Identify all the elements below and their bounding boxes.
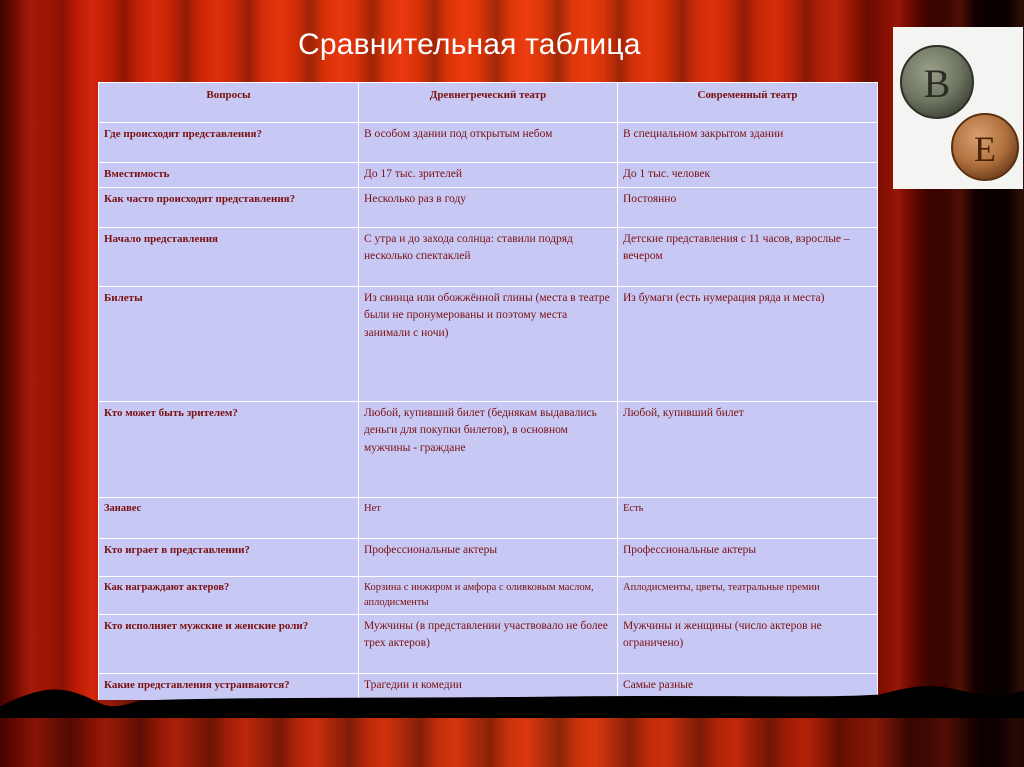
table-row xyxy=(99,227,878,286)
row-ancient: Любой, купивший билет (беднякам выдавались деньги для покупки билетов), в основном мужчины - граждане xyxy=(359,401,618,497)
row-ancient: Мужчины (в представлении участвовало не более трех актеров) xyxy=(359,614,618,673)
table-row xyxy=(99,123,878,163)
row-question: Вместимость xyxy=(99,163,359,188)
curtain-scallop xyxy=(0,678,1024,718)
row-modern: Из бумаги (есть нумерация ряда и места) xyxy=(618,286,878,401)
row-question: Кто может быть зрителем? xyxy=(99,401,359,497)
row-modern: Самые разные xyxy=(618,673,878,713)
row-ancient: С утра и до захода солнца: ставили подряд несколько спектаклей xyxy=(359,227,618,286)
row-modern: Есть xyxy=(618,497,878,538)
table-row xyxy=(99,497,878,538)
row-ancient: Нет xyxy=(359,497,618,538)
table-row xyxy=(99,163,878,188)
table-header-row xyxy=(99,83,878,123)
table-row xyxy=(99,576,878,614)
row-modern: Мужчины и женщины (число актеров не ограничено) xyxy=(618,614,878,673)
table-row xyxy=(99,614,878,673)
row-modern: В специальном закрытом здании xyxy=(618,123,878,163)
row-ancient: До 17 тыс. зрителей xyxy=(359,163,618,188)
row-question: Билеты xyxy=(99,286,359,401)
row-question: Какие представления устраиваются? xyxy=(99,673,359,713)
coin-b-letter: B xyxy=(923,61,951,106)
header-modern-theatre: Современный театр xyxy=(618,83,878,123)
row-ancient: В особом здании под открытым небом xyxy=(359,123,618,163)
row-question: Как награждают актеров? xyxy=(99,576,359,614)
header-questions: Вопросы xyxy=(99,83,359,123)
row-question: Начало представления xyxy=(99,227,359,286)
table-row xyxy=(99,286,878,401)
table-row xyxy=(99,401,878,497)
row-modern: Детские представления с 11 часов, взрослые – вечером xyxy=(618,227,878,286)
row-modern: Профессиональные актеры xyxy=(618,538,878,576)
row-modern: Аплодисменты, цветы, театральные премии xyxy=(618,576,878,614)
row-modern: Постоянно xyxy=(618,187,878,227)
row-question: Занавес xyxy=(99,497,359,538)
curtain-bottom xyxy=(0,700,1024,767)
row-ancient: Несколько раз в году xyxy=(359,187,618,227)
comparison-table xyxy=(98,82,878,714)
row-ancient: Корзина с инжиром и амфора с оливковым маслом, аплодисменты xyxy=(359,576,618,614)
row-question: Где происходят представления? xyxy=(99,123,359,163)
row-question: Как часто происходят представления? xyxy=(99,187,359,227)
row-ancient: Трагедии и комедии xyxy=(359,673,618,713)
coin-tokens-picture xyxy=(893,27,1023,189)
row-question: Кто играет в представлении? xyxy=(99,538,359,576)
ticket-coins-image xyxy=(893,27,1023,189)
coin-e-letter: E xyxy=(974,129,996,169)
header-ancient-theatre: Древнегреческий театр xyxy=(359,83,618,123)
slide-title: Сравнительная таблица xyxy=(298,28,641,61)
row-question: Кто исполняет мужские и женские роли? xyxy=(99,614,359,673)
table-row xyxy=(99,187,878,227)
row-modern: Любой, купивший билет xyxy=(618,401,878,497)
table-row xyxy=(99,538,878,576)
row-modern: До 1 тыс. человек xyxy=(618,163,878,188)
row-ancient: Профессиональные актеры xyxy=(359,538,618,576)
row-ancient: Из свинца или обожжённой глины (места в театре были не пронумерованы и поэтому места занимали с ночи) xyxy=(359,286,618,401)
